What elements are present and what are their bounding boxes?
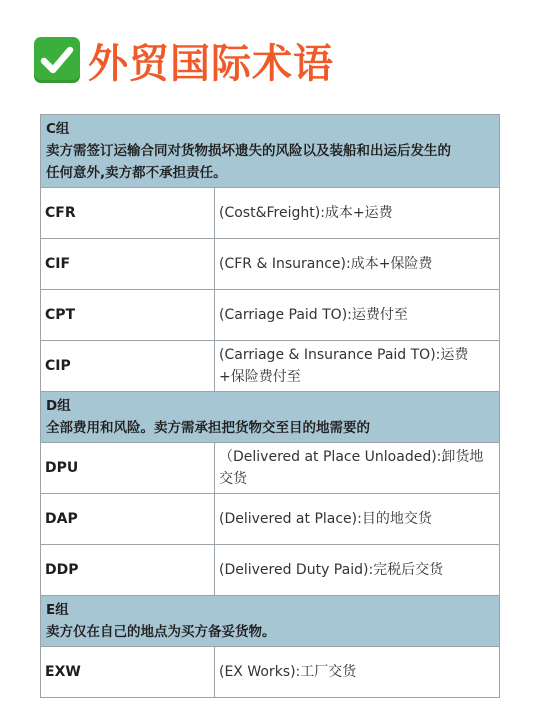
- table-row: [41, 188, 500, 239]
- group-header-d: [41, 392, 500, 443]
- table-row: [41, 443, 500, 494]
- table-row: [41, 341, 500, 392]
- term-code: CIF: [41, 239, 215, 290]
- incoterms-table: [40, 114, 500, 698]
- term-definition: (Cost&Freight):成本+运费: [215, 188, 500, 239]
- group-description-line: 卖方仅在自己的地点为买方备妥货物。: [46, 624, 276, 640]
- term-code: DPU: [41, 443, 215, 494]
- table-row: [41, 290, 500, 341]
- group-name: E组: [46, 602, 69, 618]
- group-description-line: 全部费用和风险。卖方需承担把货物交至目的地需要的: [46, 420, 370, 436]
- group-name: D组: [46, 398, 71, 414]
- term-code: CIP: [41, 341, 215, 392]
- check-mark-button-icon: [34, 37, 80, 83]
- table-row: [41, 239, 500, 290]
- group-header-e: [41, 596, 500, 647]
- term-code: CFR: [41, 188, 215, 239]
- term-code: DDP: [41, 545, 215, 596]
- table-row: [41, 494, 500, 545]
- group-header-c: [41, 115, 500, 188]
- term-definition: (EX Works):工厂交货: [215, 647, 500, 698]
- term-code: EXW: [41, 647, 215, 698]
- term-definition: (Carriage Paid TO):运费付至: [215, 290, 500, 341]
- group-name: C组: [46, 121, 70, 137]
- group-description-line: 任何意外,卖方都不承担责任。: [46, 165, 227, 181]
- term-definition: (Delivered at Place):目的地交货: [215, 494, 500, 545]
- table-row: [41, 647, 500, 698]
- group-description-line: 卖方需签订运输合同对货物损坏遗失的风险以及装船和出运后发生的: [46, 143, 451, 159]
- term-definition: (Carriage & Insurance Paid TO):运费+保险费付至: [215, 341, 500, 392]
- term-definition: (Delivered Duty Paid):完税后交货: [215, 545, 500, 596]
- page-title: 外贸国际术语: [88, 40, 334, 87]
- term-definition: （Delivered at Place Unloaded):卸货地交货: [215, 443, 500, 494]
- page-header: [34, 32, 334, 88]
- term-code: DAP: [41, 494, 215, 545]
- table-row: [41, 545, 500, 596]
- term-definition: (CFR & Insurance):成本+保险费: [215, 239, 500, 290]
- term-code: CPT: [41, 290, 215, 341]
